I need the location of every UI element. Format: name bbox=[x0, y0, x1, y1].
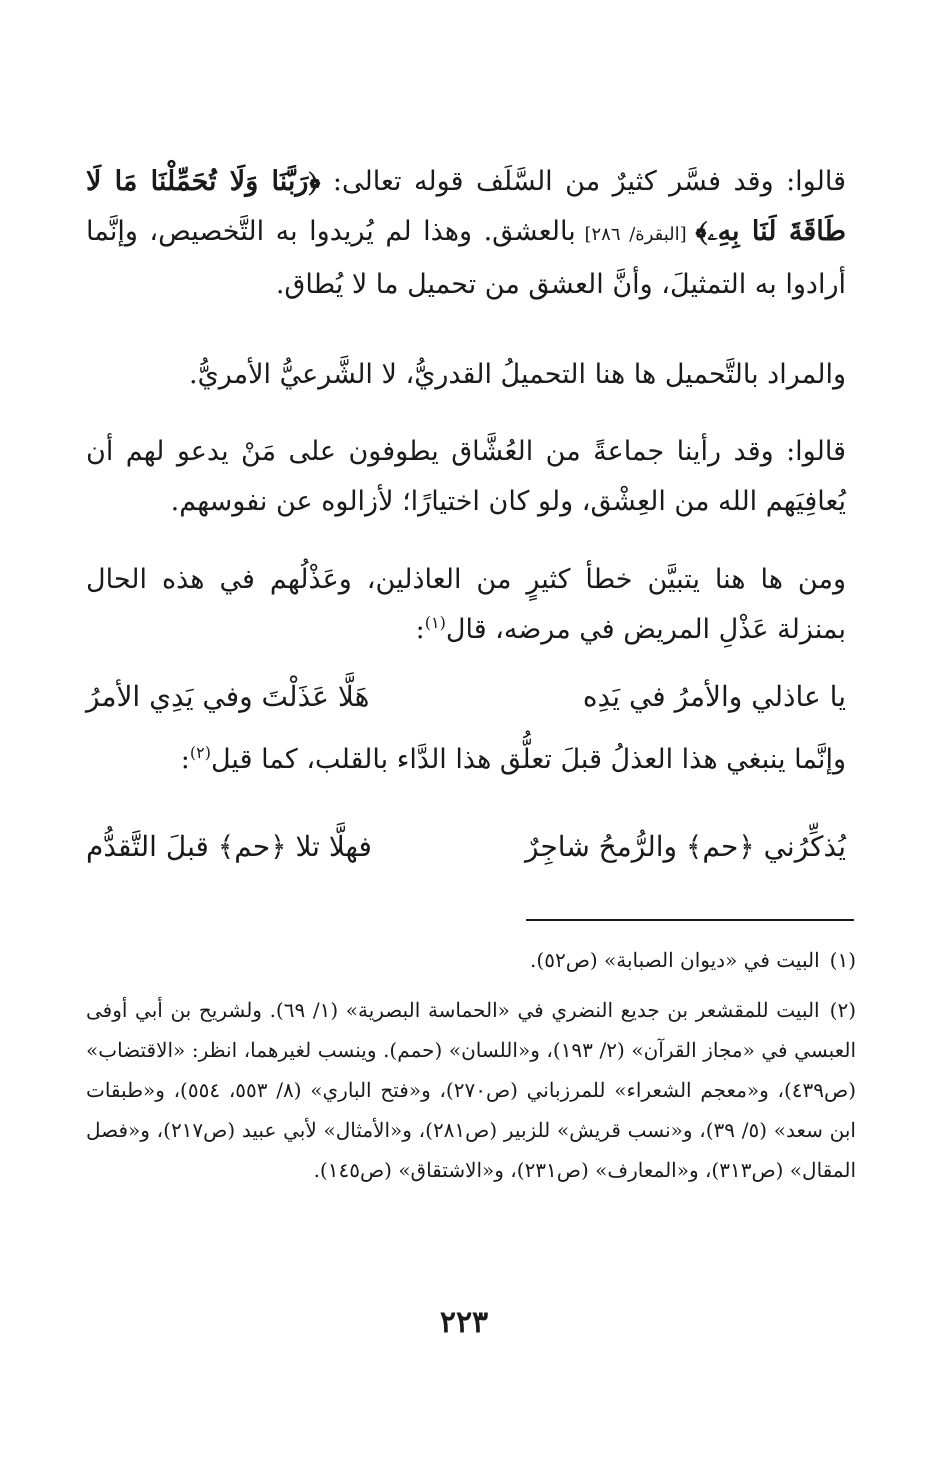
paragraph-4 bbox=[86, 555, 846, 655]
paragraph-2: والمراد بالتَّحميل ها هنا التحميلُ القدريُّ، لا الشَّرعيُّ الأمريُّ. bbox=[189, 359, 846, 390]
footnote-2-text: البيت للمقشعر بن جديع النضري في «الحماسة البصرية» (١/ ٦٩). ولشريح بن أبي أوفى العبسي في «مجاز القرآن» (٢/ ١٩٣)، و«اللسان» (حمم). وينسب لغيرهما، انظر: «الاقتضاب» (ص٤٣٩)، و«معجم الشعراء» للمرزباني (ص٢٧٠)، و«فتح الباري» (٨/ ٥٥٣، ٥٥٤)، و«طبقات ابن سعد» (٥/ ٣٩)، و«نسب قريش» للزبير (ص٢٨١)، و«الأمثال» لأبي عبيد (ص٢١٧)، و«فصل المقال» (ص٣١٣)، و«المعارف» (ص٢٣١)، و«الاشتقاق» (ص١٤٥). bbox=[86, 998, 857, 1182]
paragraph-4-end: : bbox=[415, 614, 425, 645]
footnote-separator bbox=[526, 919, 854, 921]
verse-1-second-hemistich: هَلَّا عَذَلْتَ وفي يَدِي الأمرُ bbox=[86, 680, 370, 713]
paragraph-5-end: : bbox=[180, 744, 190, 775]
footnote-1-number: (١) bbox=[829, 948, 856, 972]
footnote-marker-2: (٢) bbox=[189, 743, 211, 762]
page-number: ٢٢٣ bbox=[439, 1305, 489, 1340]
verse-2-second-hemistich: فهلَّا تلا ﴿حم﴾ قبلَ التَّقدُّم bbox=[86, 830, 372, 863]
paragraph-1-lead: قالوا: وقد فسَّر كثيرٌ من السَّلَف قوله تعالى: bbox=[320, 166, 846, 197]
paragraph-1-rest: بالعشق. وهذا لم يُريدوا به التَّخصيص، وإنَّما أرادوا به التمثيلَ، وأنَّ العشق من تحميل ما لا يُطاق. bbox=[86, 216, 846, 300]
footnote-marker-1: (١) bbox=[424, 613, 446, 632]
paragraph-5-text: وإنَّما ينبغي هذا العذلُ قبلَ تعلُّق هذا الدَّاء بالقلب، كما قيل bbox=[210, 744, 846, 775]
verse-2 bbox=[86, 820, 846, 874]
paragraph-5 bbox=[86, 735, 846, 785]
footnote-1-text: البيت في «ديوان الصبابة» (ص٥٢). bbox=[530, 948, 820, 972]
footnote-2 bbox=[86, 990, 856, 1190]
verse-2-first-hemistich: يُذكِّرُني ﴿حم﴾ والرُّمحُ شاجِرٌ bbox=[525, 830, 846, 863]
paragraph-4-text: ومن ها هنا يتبيَّن خطأ كثيرٍ من العاذلين، وعَذْلُهم في هذه الحال بمنزلة عَذْلِ المريض في مرضه، قال bbox=[86, 564, 846, 645]
verse-1-first-hemistich: يا عاذلي والأمرُ في يَدِه bbox=[582, 680, 846, 713]
paragraph-3: قالوا: وقد رأينا جماعةً من العُشَّاق يطوفون على مَنْ يدعو لهم أن يُعافِيَهم الله من العِشْق، ولو كان اختيارًا؛ لأزالوه عن نفوسهم. bbox=[86, 436, 846, 517]
quran-verse: ﴿رَبَّنَا وَلَا تُحَمِّلْنَا مَا لَا طَاقَةَ لَنَا بِهِۦ﴾ bbox=[86, 166, 846, 247]
verse-1 bbox=[86, 670, 846, 724]
quran-reference: [البقرة/ ٢٨٦] bbox=[575, 224, 696, 245]
footnote-1 bbox=[86, 940, 856, 980]
footnote-2-number: (٢) bbox=[829, 998, 856, 1022]
paragraph-1 bbox=[86, 157, 846, 310]
